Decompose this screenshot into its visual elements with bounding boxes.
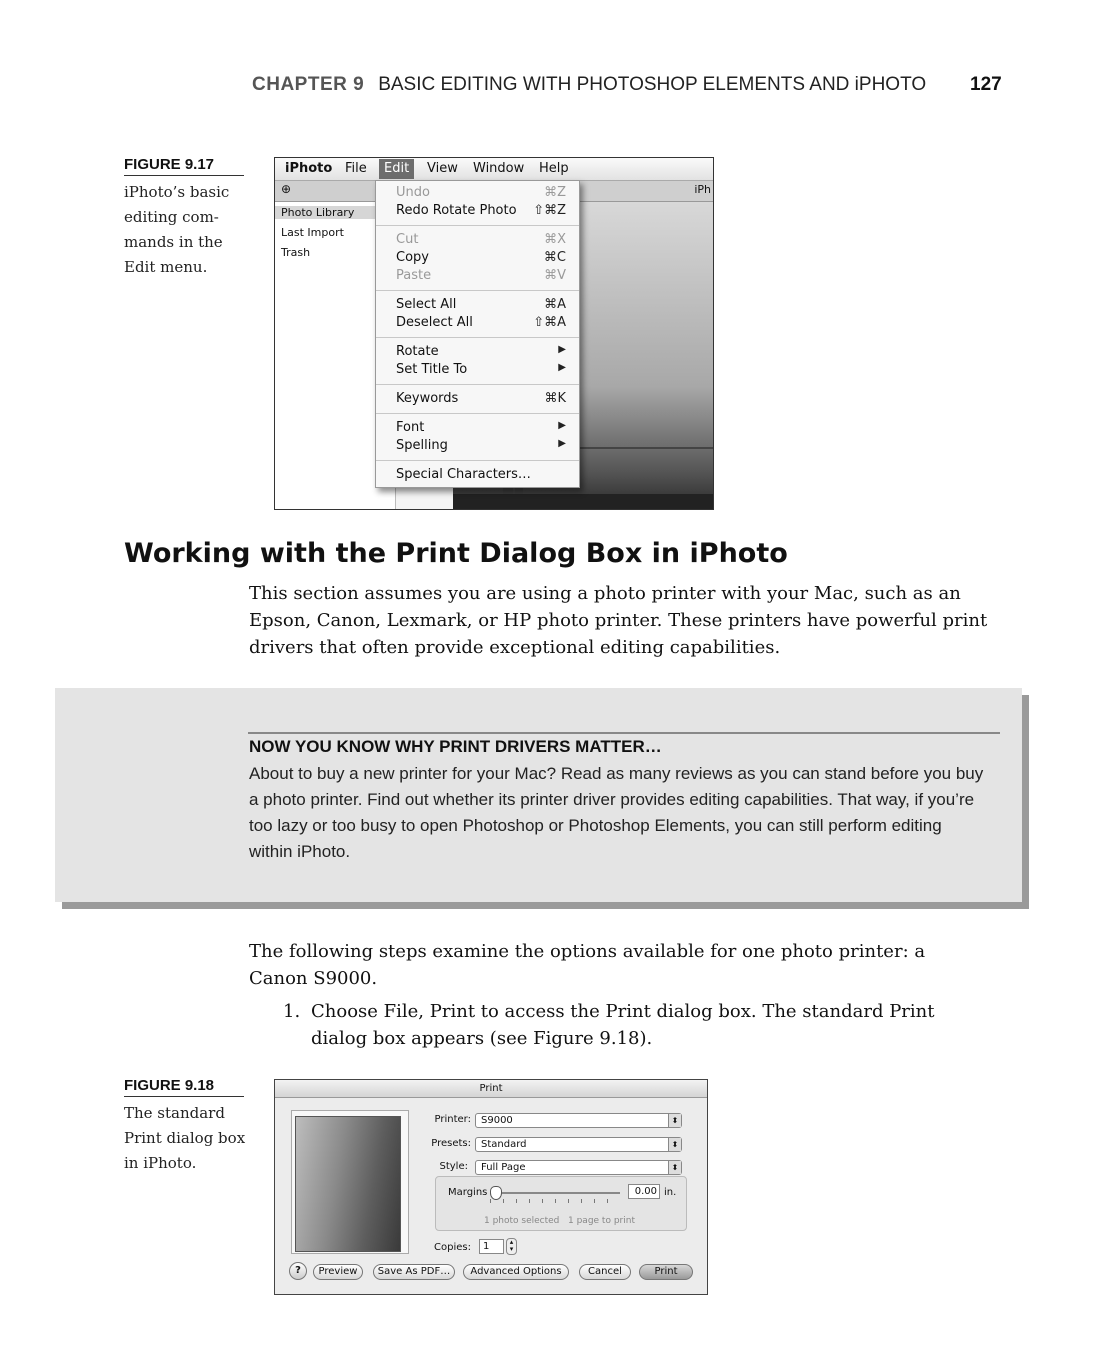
sidebar-rule <box>248 732 1000 734</box>
menu-item-font[interactable]: Font ▶ <box>396 420 566 435</box>
dialog-title: Print <box>275 1080 707 1098</box>
save-as-pdf-button[interactable]: Save As PDF… <box>373 1264 455 1280</box>
copies-label: Copies: <box>434 1242 471 1253</box>
menu-item-select-all[interactable]: Select All ⌘A <box>396 297 566 312</box>
menu-item-spelling[interactable]: Spelling ▶ <box>396 438 566 453</box>
popup-arrows-icon: ⬍ <box>668 1161 681 1174</box>
menu-view[interactable]: View <box>427 161 458 176</box>
margins-slider[interactable] <box>490 1192 620 1194</box>
figure-label: FIGURE 9.18 <box>124 1077 244 1097</box>
style-label: Style: <box>439 1161 468 1172</box>
window-title: iPh <box>694 183 711 196</box>
print-dialog <box>274 1079 708 1295</box>
margins-group <box>435 1176 687 1231</box>
sidebar-title: NOW YOU KNOW WHY PRINT DRIVERS MATTER… <box>249 737 662 756</box>
menu-item-copy[interactable]: Copy ⌘C <box>396 250 566 265</box>
intro-paragraph: This section assumes you are using a photo printer with your Mac, such as an Epson, Canon, Lexmark, or HP photo printer. These printers have powerful print drivers that often provide exceptional editing capabilities. <box>249 583 988 658</box>
style-popup[interactable]: Full Page ⬍ <box>475 1160 682 1175</box>
sidebar-item-photo-library[interactable]: Photo Library <box>275 206 395 219</box>
figure-caption-text: The standard Print dialog box in iPhoto. <box>124 1104 246 1172</box>
popup-arrows-icon: ⬍ <box>668 1114 681 1127</box>
help-button[interactable]: ? <box>289 1262 307 1280</box>
menu-item-special-characters[interactable]: Special Characters… <box>396 467 531 482</box>
menu-item-rotate[interactable]: Rotate ▶ <box>396 344 566 359</box>
printer-label: Printer: <box>434 1114 471 1125</box>
advanced-options-button[interactable]: Advanced Options <box>463 1264 569 1280</box>
figure-9-17-caption <box>124 156 246 280</box>
chapter-title: BASIC EDITING WITH PHOTOSHOP ELEMENTS AND iPHOTO <box>378 74 927 95</box>
margins-label: Margins <box>448 1187 488 1198</box>
preview-button[interactable]: Preview <box>313 1264 363 1280</box>
page-count: 1 page to print <box>568 1216 635 1226</box>
step-text: Choose File, Print to access the Print dialog box. The standard Print dialog box appears (see Figure 9.18). <box>311 1001 935 1049</box>
menu-item-deselect-all[interactable]: Deselect All ⇧⌘A <box>396 315 566 330</box>
submenu-arrow-icon: ▶ <box>558 438 566 449</box>
running-head <box>252 74 1002 96</box>
copies-stepper[interactable]: ▴ ▾ <box>506 1238 517 1255</box>
margins-unit: in. <box>664 1187 677 1198</box>
menu-edit[interactable]: Edit <box>379 159 414 179</box>
edit-menu <box>375 180 580 488</box>
photo-count: 1 photo selected <box>484 1216 560 1226</box>
sidebar-item-trash[interactable]: Trash <box>281 246 311 259</box>
print-button[interactable]: Print <box>639 1264 693 1280</box>
steps-intro: The following steps examine the options available for one photo printer: a Canon S9000. <box>249 941 926 989</box>
margins-value-field[interactable]: 0.00 <box>628 1184 660 1199</box>
menu-iphoto[interactable]: iPhoto <box>285 161 333 176</box>
sidebar-item-last-import[interactable]: Last Import <box>281 226 344 239</box>
step-number: 1. <box>283 1001 301 1022</box>
submenu-arrow-icon: ▶ <box>558 420 566 431</box>
menu-item-redo[interactable]: Redo Rotate Photo ⇧⌘Z <box>396 203 566 218</box>
menu-help[interactable]: Help <box>539 161 569 176</box>
menu-item-keywords[interactable]: Keywords ⌘K <box>396 391 566 406</box>
menu-bar <box>275 158 713 181</box>
menu-file[interactable]: File <box>345 161 367 176</box>
figure-caption-text: iPhoto’s basic editing com-mands in the Edit menu. <box>124 183 230 276</box>
submenu-arrow-icon: ▶ <box>558 344 566 355</box>
figure-9-18-caption <box>124 1077 246 1176</box>
printer-popup[interactable]: S9000 ⬍ <box>475 1113 682 1128</box>
figure-label: FIGURE 9.17 <box>124 156 244 176</box>
margins-slider-thumb[interactable] <box>490 1186 502 1200</box>
presets-popup[interactable]: Standard ⬍ <box>475 1137 682 1152</box>
menu-item-undo[interactable]: Undo ⌘Z <box>396 185 566 200</box>
menu-item-set-title[interactable]: Set Title To ▶ <box>396 362 566 377</box>
menu-item-cut[interactable]: Cut ⌘X <box>396 232 566 247</box>
sidebar-text: About to buy a new printer for your Mac? Read as many reviews as you can stand before you buy a photo printer. Find out whether its printer driver provides editing capabilities. That way, if you’re too lazy or too busy to open Photoshop or Photoshop Elements, you can still perform editing within iPhoto. <box>249 764 984 861</box>
preview-thumbnail <box>295 1116 401 1252</box>
menu-item-paste[interactable]: Paste ⌘V <box>396 268 566 283</box>
page-number: 127 <box>970 74 1002 95</box>
menu-window[interactable]: Window <box>473 161 525 176</box>
window-icon: ⊕ <box>281 182 292 196</box>
chapter-label: CHAPTER 9 <box>252 74 365 95</box>
cancel-button[interactable]: Cancel <box>579 1264 631 1280</box>
section-heading: Working with the Print Dialog Box in iPhoto <box>124 538 788 569</box>
figure-9-17-screenshot <box>274 157 714 510</box>
popup-arrows-icon: ⬍ <box>668 1138 681 1151</box>
submenu-arrow-icon: ▶ <box>558 362 566 373</box>
copies-field[interactable]: 1 <box>479 1239 504 1254</box>
presets-label: Presets: <box>431 1138 471 1149</box>
